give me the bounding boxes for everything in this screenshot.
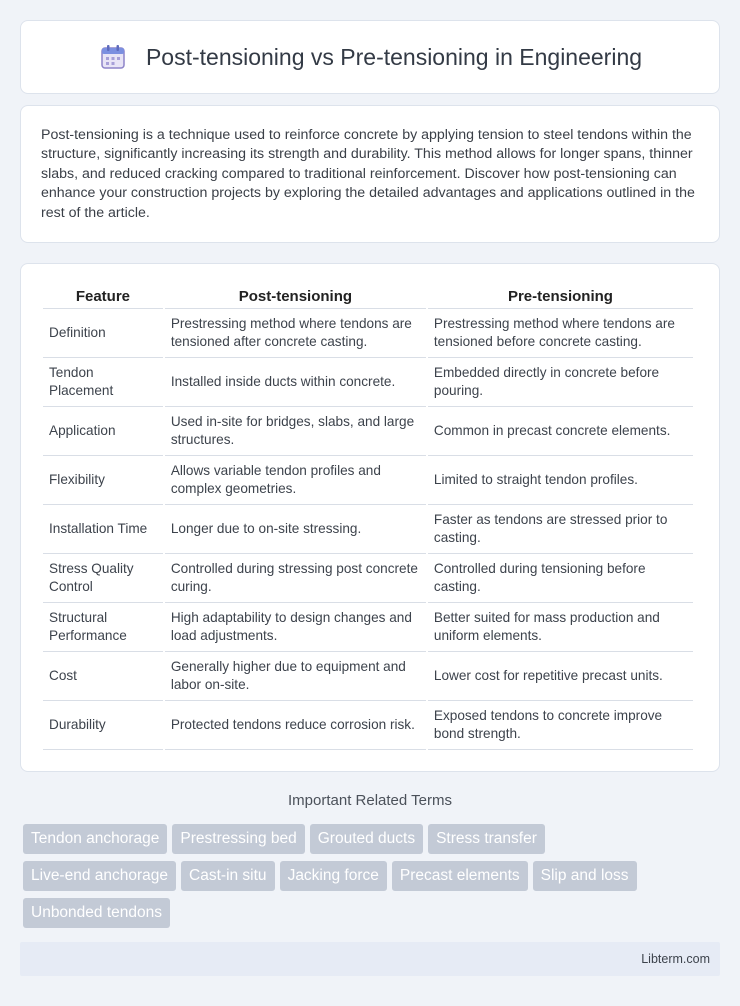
related-term-tag[interactable]: Prestressing bed <box>172 824 304 854</box>
feature-cell: Tendon Placement <box>43 358 163 407</box>
calendar-icon <box>98 42 128 72</box>
pre-tensioning-cell: Common in precast concrete elements. <box>428 407 693 456</box>
comparison-table-card <box>20 263 720 772</box>
related-terms-list <box>23 824 723 935</box>
header-card <box>20 20 720 94</box>
pre-tensioning-cell: Embedded directly in concrete before pouring. <box>428 358 693 407</box>
feature-cell: Definition <box>43 309 163 358</box>
related-term-tag[interactable]: Stress transfer <box>428 824 545 854</box>
table-row <box>43 652 693 701</box>
table-row <box>43 505 693 554</box>
feature-cell: Cost <box>43 652 163 701</box>
pre-tensioning-cell: Faster as tendons are stressed prior to casting. <box>428 505 693 554</box>
table-header-row <box>43 284 693 309</box>
post-tensioning-cell: Protected tendons reduce corrosion risk. <box>165 701 426 750</box>
intro-card <box>20 105 720 243</box>
post-tensioning-cell: Generally higher due to equipment and labor on-site. <box>165 652 426 701</box>
table-row <box>43 701 693 750</box>
table-row <box>43 554 693 603</box>
table-row <box>43 407 693 456</box>
pre-tensioning-cell: Controlled during tensioning before casting. <box>428 554 693 603</box>
feature-cell: Structural Performance <box>43 603 163 652</box>
post-tensioning-cell: High adaptability to design changes and load adjustments. <box>165 603 426 652</box>
page-title: Post-tensioning vs Pre-tensioning in Engineering <box>145 43 643 70</box>
post-tensioning-cell: Allows variable tendon profiles and complex geometries. <box>165 456 426 505</box>
header-post-tensioning: Post-tensioning <box>165 284 426 309</box>
feature-cell: Stress Quality Control <box>43 554 163 603</box>
feature-cell: Flexibility <box>43 456 163 505</box>
post-tensioning-cell: Used in-site for bridges, slabs, and large structures. <box>165 407 426 456</box>
pre-tensioning-cell: Lower cost for repetitive precast units. <box>428 652 693 701</box>
table-row <box>43 603 693 652</box>
pre-tensioning-cell: Prestressing method where tendons are tensioned before concrete casting. <box>428 309 693 358</box>
comparison-table <box>41 284 695 750</box>
table-row <box>43 309 693 358</box>
related-term-tag[interactable]: Precast elements <box>392 861 528 891</box>
pre-tensioning-cell: Limited to straight tendon profiles. <box>428 456 693 505</box>
table-row <box>43 358 693 407</box>
related-term-tag[interactable]: Slip and loss <box>533 861 637 891</box>
header-pre-tensioning: Pre-tensioning <box>428 284 693 309</box>
footer-site-link[interactable]: Libterm.com <box>641 952 710 966</box>
related-term-tag[interactable]: Grouted ducts <box>310 824 423 854</box>
related-term-tag[interactable]: Unbonded tendons <box>23 898 170 928</box>
feature-cell: Durability <box>43 701 163 750</box>
feature-cell: Application <box>43 407 163 456</box>
intro-paragraph: Post-tensioning is a technique used to reinforce concrete by applying tension to steel tendons within the structure, significantly increasing its strength and durability. This method allows for longer spans, thinner slabs, and reduced cracking compared to traditional reinforcement. Discover how post-tensioning can enhance your construction projects by exploring the detailed advantages and applications outlined in the rest of the article. <box>41 127 695 221</box>
pre-tensioning-cell: Better suited for mass production and uniform elements. <box>428 603 693 652</box>
table-row <box>43 456 693 505</box>
related-term-tag[interactable]: Jacking force <box>280 861 387 891</box>
footer <box>20 942 720 976</box>
pre-tensioning-cell: Exposed tendons to concrete improve bond strength. <box>428 701 693 750</box>
post-tensioning-cell: Longer due to on-site stressing. <box>165 505 426 554</box>
related-term-tag[interactable]: Live-end anchorage <box>23 861 176 891</box>
feature-cell: Installation Time <box>43 505 163 554</box>
post-tensioning-cell: Installed inside ducts within concrete. <box>165 358 426 407</box>
related-term-tag[interactable]: Cast-in situ <box>181 861 275 891</box>
post-tensioning-cell: Controlled during stressing post concrete curing. <box>165 554 426 603</box>
related-terms-title: Important Related Terms <box>288 792 452 809</box>
related-term-tag[interactable]: Tendon anchorage <box>23 824 167 854</box>
header-feature: Feature <box>43 284 163 309</box>
post-tensioning-cell: Prestressing method where tendons are tensioned after concrete casting. <box>165 309 426 358</box>
